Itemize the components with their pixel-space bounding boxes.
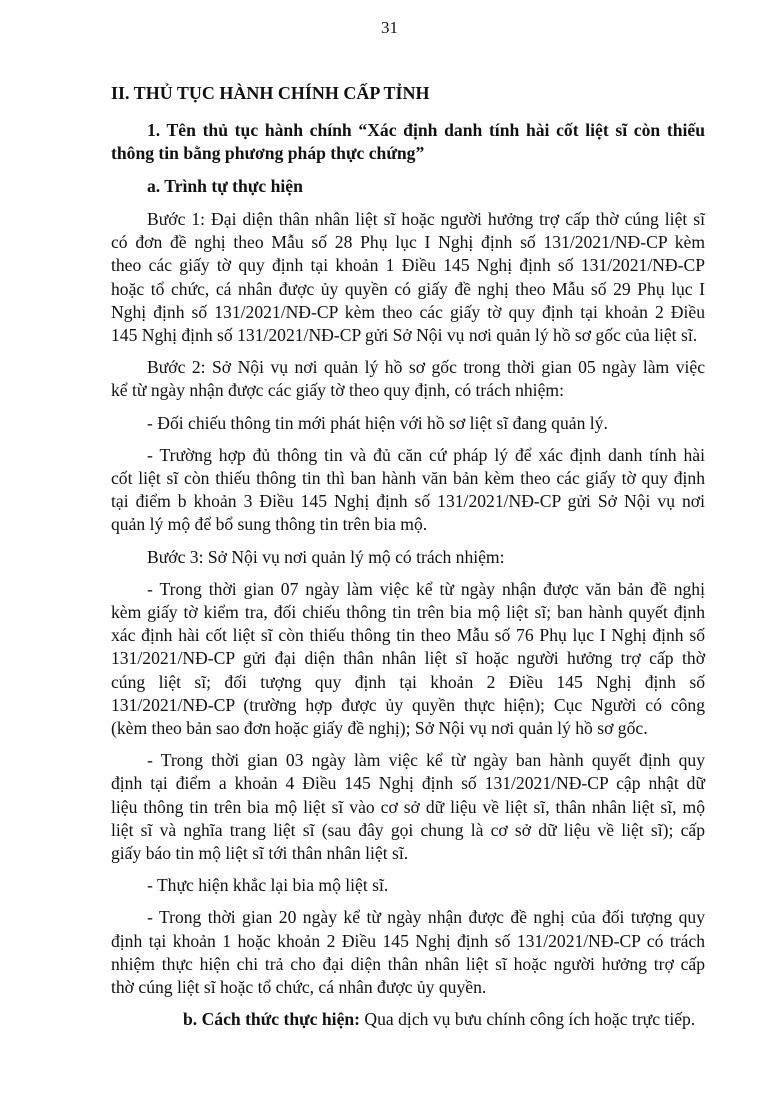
paragraph-buoc-2-item-2 (111, 444, 705, 537)
section-title: II. THỦ TỤC HÀNH CHÍNH CẤP TỈNH (111, 83, 430, 103)
paragraph-buoc-3-item-2 (111, 749, 705, 865)
paragraph-line: xác định hài cốt liệt sĩ còn thiếu thông tin theo Mẫu số 76 Phụ lục I Nghị định số (111, 625, 705, 646)
paragraph-line: quản lý mộ để bổ sung thông tin trên bia mộ. (111, 514, 428, 535)
paragraph-line: kèm giấy tờ kiểm tra, đối chiếu thông tin trên bia mộ liệt sĩ; ban hành quyết định (111, 602, 705, 623)
paragraph-buoc-3-item-3 (111, 874, 705, 897)
page-content (111, 82, 705, 1031)
paragraph-buoc-3-item-4 (111, 906, 705, 999)
paragraph-line: cúng liệt sĩ; đối tượng quy định tại khoản 2 Điều 145 Nghị định số (111, 671, 705, 692)
paragraph-line: (kèm theo bản sao đơn hoặc giấy đề nghị); Sở Nội vụ nơi quản lý hồ sơ gốc. (111, 718, 648, 739)
paragraph-line: định tại khoản 1 hoặc khoản 2 Điều 145 Nghị định số 131/2021/NĐ-CP có trách (111, 930, 705, 951)
paragraph-line: - Đối chiếu thông tin mới phát hiện với hồ sơ liệt sĩ đang quản lý. (147, 412, 608, 433)
subsection-b-label: b. Cách thức thực hiện: (183, 1009, 361, 1030)
paragraph-line: theo các giấy tờ quy định tại khoản 1 Điều 145 Nghị định số 131/2021/NĐ-CP (111, 255, 705, 276)
paragraph-line: tại điểm b khoản 3 Điều 145 Nghị định số 131/2021/NĐ-CP gửi Sở Nội vụ nơi (111, 491, 705, 512)
paragraph-line: 145 Nghị định số 131/2021/NĐ-CP gửi Sở Nội vụ nơi quản lý hồ sơ gốc của liệt sĩ. (111, 325, 698, 346)
paragraph-line: - Trong thời gian 07 ngày làm việc kể từ ngày nhận được văn bản đề nghị (147, 578, 705, 599)
page-number: 31 (381, 18, 398, 37)
paragraph-line: - Thực hiện khắc lại bia mộ liệt sĩ. (147, 875, 389, 896)
subsection-b-text: Qua dịch vụ bưu chính công ích hoặc trực tiếp. (360, 1009, 696, 1030)
paragraph-line: liệu thông tin trên bia mộ liệt sĩ vào cơ sở dữ liệu về liệt sĩ, thân nhân liệt sĩ, mộ (111, 796, 705, 817)
paragraph-buoc-2 (111, 356, 705, 402)
paragraph-buoc-1 (111, 208, 705, 347)
subsection-a-heading: a. Trình tự thực hiện (147, 176, 303, 196)
paragraph-line: hoặc tổ chức, cá nhân được ủy quyền có giấy đề nghị theo Mẫu số 29 Phụ lục I (111, 278, 705, 299)
paragraph-line: - Trong thời gian 03 ngày làm việc kể từ ngày ban hành quyết định quy (147, 750, 705, 771)
paragraph-line: kể từ ngày nhận được các giấy tờ theo quy định, có trách nhiệm: (111, 380, 564, 401)
procedure-title-line: thông tin bằng phương pháp thực chứng” (111, 143, 425, 163)
paragraph-line: - Trường hợp đủ thông tin và đủ căn cứ pháp lý để xác định danh tính hài (147, 444, 705, 465)
paragraph-line: giấy báo tin mộ liệt sĩ tới thân nhân liệt sĩ. (111, 843, 409, 864)
paragraph-line: cốt liệt sĩ còn thiếu thông tin thì ban hành văn bản kèm theo các giấy tờ quy định (111, 468, 705, 489)
procedure-title-line: 1. Tên thủ tục hành chính “Xác định danh tính hài cốt liệt sĩ còn thiếu (147, 120, 705, 140)
paragraph-line: 131/2021/NĐ-CP gửi đại diện thân nhân liệt sĩ hoặc người hưởng trợ cấp thờ (111, 648, 705, 669)
paragraph-line: liệt sĩ và nghĩa trang liệt sĩ (sau đây gọi chung là cơ sở dữ liệu về liệt sĩ); cấp (111, 819, 705, 840)
paragraph-line: Bước 1: Đại diện thân nhân liệt sĩ hoặc người hưởng trợ cấp thờ cúng liệt sĩ (147, 209, 705, 229)
procedure-steps (111, 208, 705, 999)
procedure-title (111, 119, 705, 165)
paragraph-line: định tại điểm a khoản 4 Điều 145 Nghị định số 131/2021/NĐ-CP cập nhật dữ (111, 773, 705, 794)
paragraph-line: có đơn đề nghị theo Mẫu số 28 Phụ lục I Nghị định số 131/2021/NĐ-CP kèm (111, 232, 705, 253)
paragraph-line: nhiệm thực hiện chi trả cho đại diện thân nhân liệt sĩ hoặc người hưởng trợ cấp (111, 953, 705, 974)
paragraph-line: 131/2021/NĐ-CP (trường hợp được ủy quyền thực hiện); Cục Người có công (111, 694, 705, 715)
subsection-b (111, 1008, 705, 1031)
paragraph-buoc-3-item-1 (111, 578, 705, 740)
paragraph-line: thờ cúng liệt sĩ hoặc tổ chức, cá nhân được ủy quyền. (111, 977, 487, 998)
paragraph-line: Bước 3: Sở Nội vụ nơi quản lý mộ có trách nhiệm: (147, 546, 505, 567)
paragraph-buoc-2-item-1 (111, 412, 705, 435)
paragraph-line: Nghị định số 131/2021/NĐ-CP kèm theo các giấy tờ quy định tại khoản 2 Điều (111, 301, 705, 322)
paragraph-line: - Trong thời gian 20 ngày kể từ ngày nhận được đề nghị của đối tượng quy (147, 907, 705, 928)
paragraph-line: Bước 2: Sở Nội vụ nơi quản lý hồ sơ gốc trong thời gian 05 ngày làm việc (147, 357, 705, 378)
paragraph-buoc-3 (111, 546, 705, 569)
